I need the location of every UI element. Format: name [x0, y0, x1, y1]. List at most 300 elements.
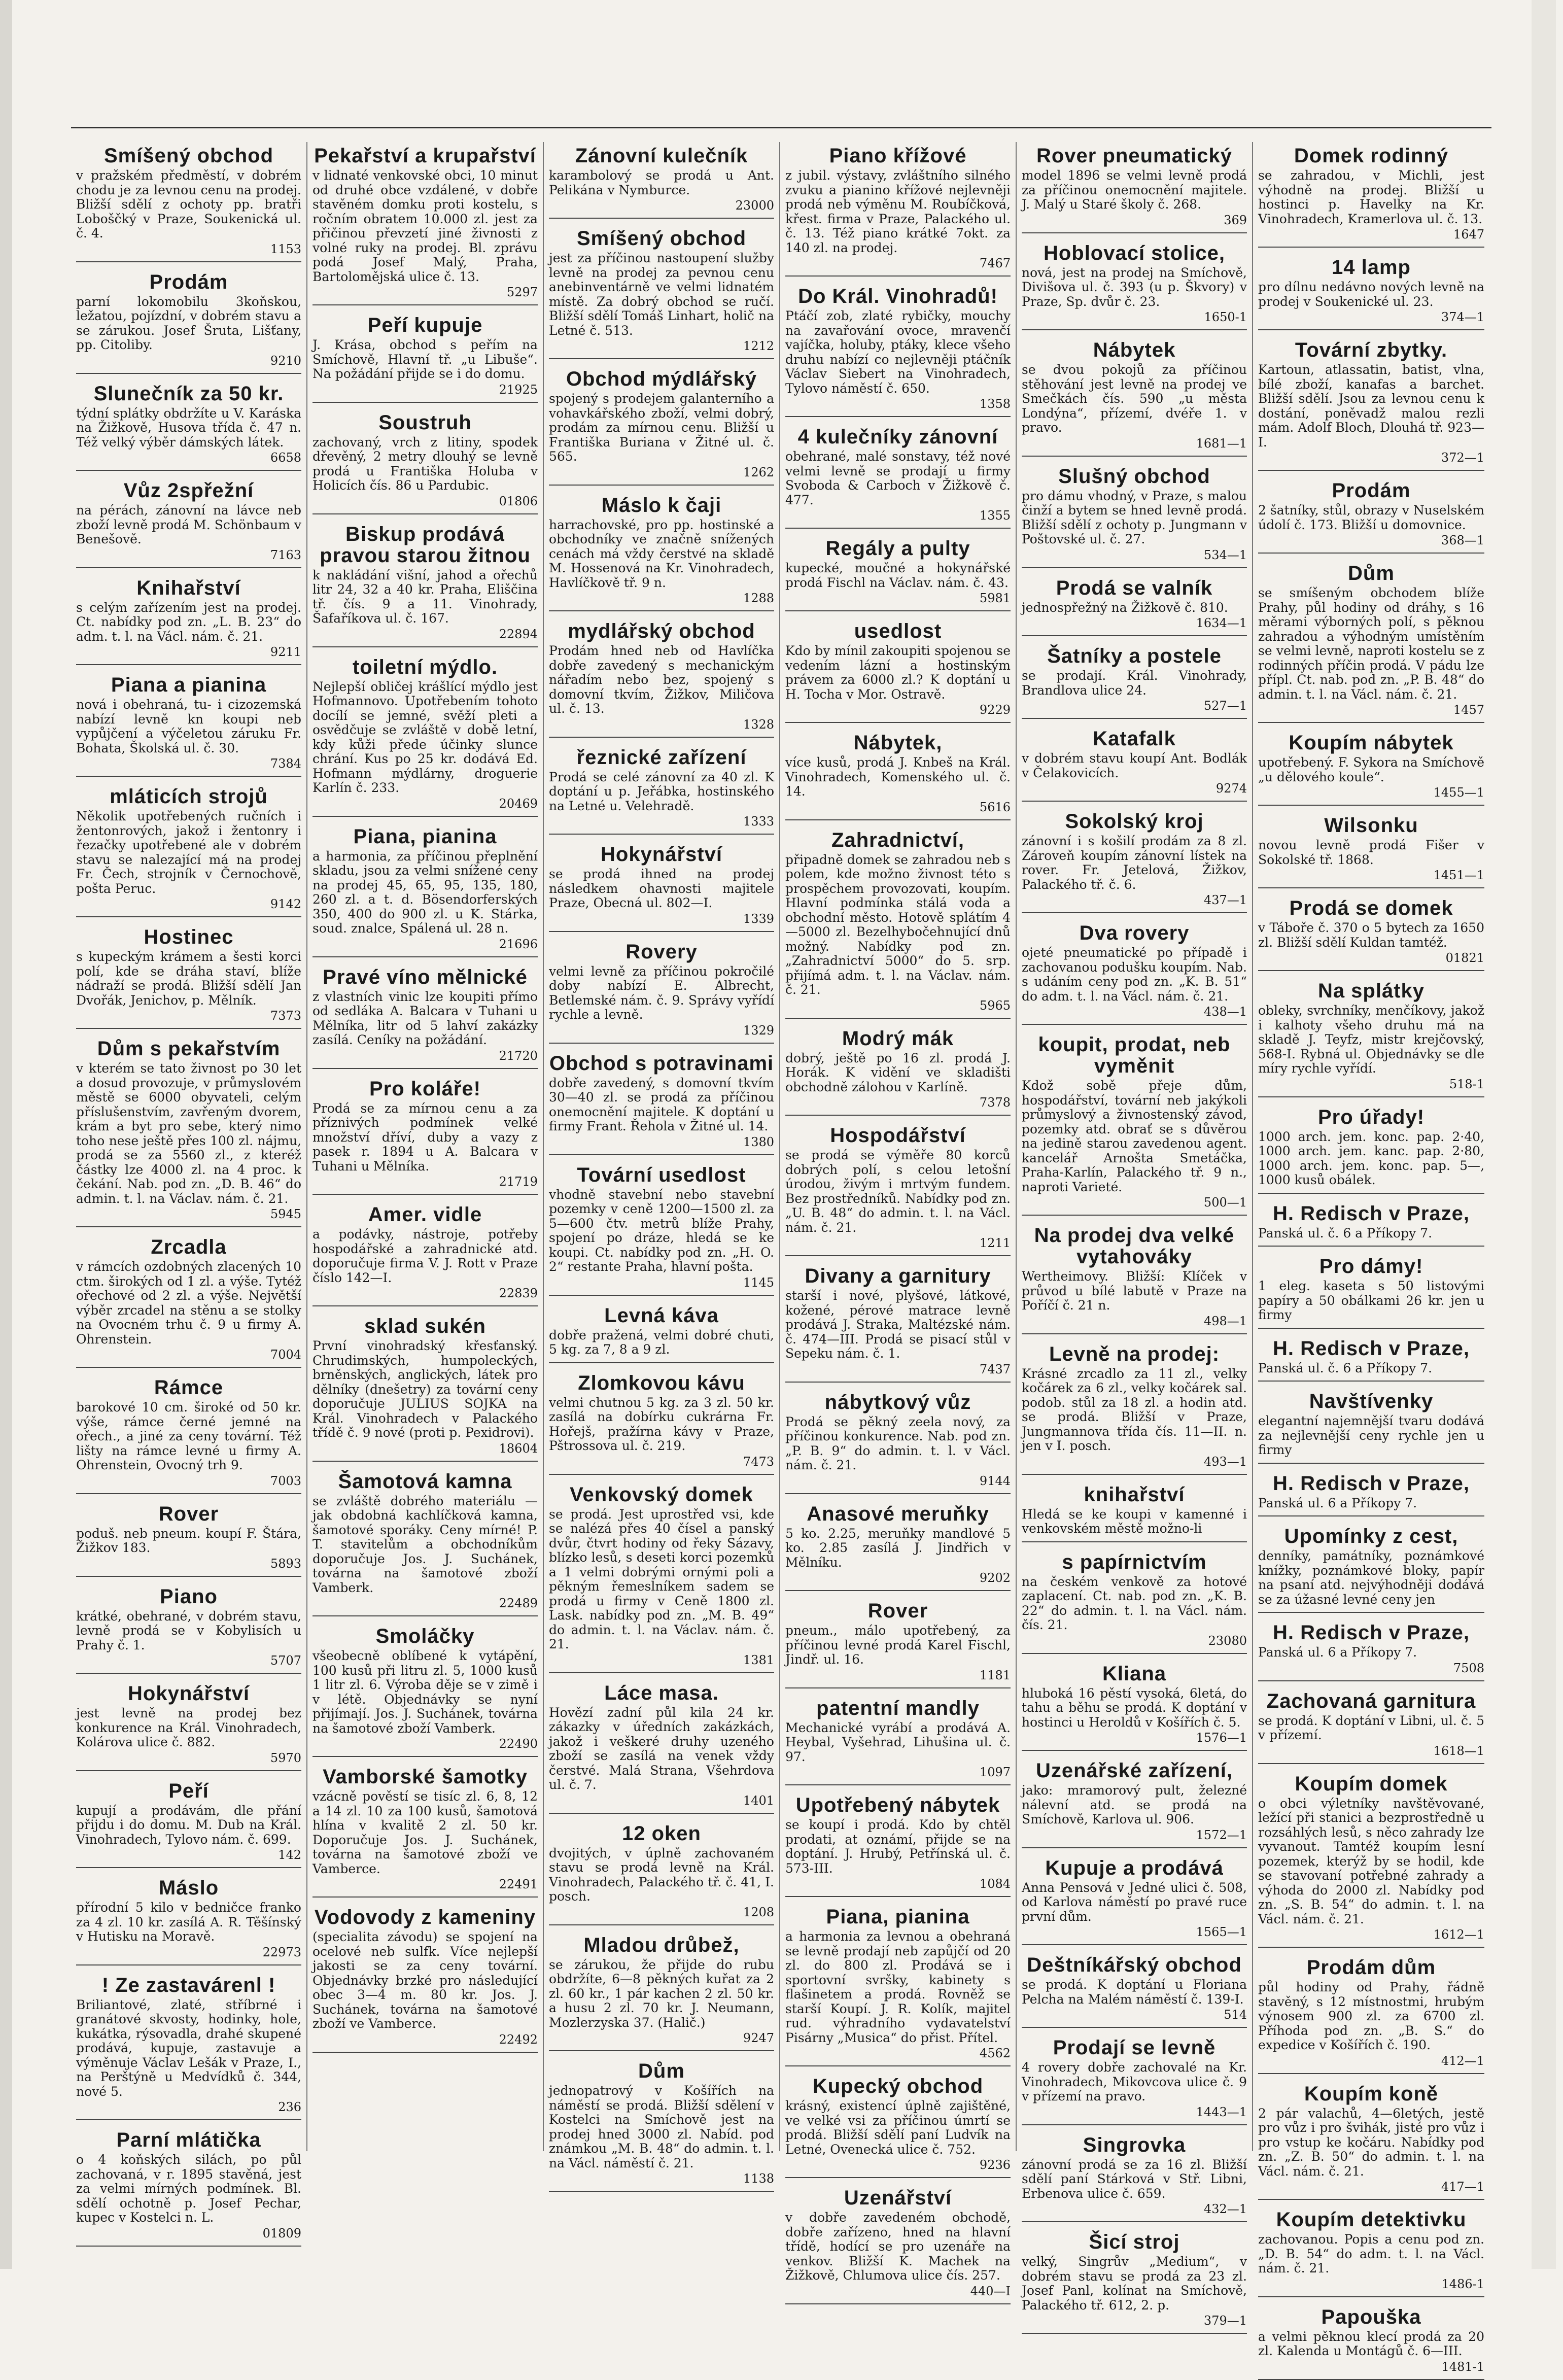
- ad-text: se prodá. K doptání v Libni, ul. č. 5 v přízemí.: [1258, 1713, 1484, 1742]
- classified-ad: [1022, 1551, 1247, 1654]
- classified-ad: [785, 1028, 1011, 1116]
- ad-title: Hoblovací stolice,: [1043, 242, 1226, 264]
- ad-divider: [549, 485, 774, 486]
- ad-code: 437—1: [1203, 893, 1247, 907]
- classified-ad: [1258, 1526, 1484, 1613]
- classified-ad: [312, 1471, 538, 1617]
- ad-text: Anna Pensová v Jedné ulici č. 508, od Karlova náměstí po pravé ruce první dům.: [1022, 1880, 1247, 1924]
- ad-divider: [1258, 1246, 1484, 1247]
- ad-text: Panská ul. č. 6 a Příkopy 7.: [1258, 1360, 1433, 1375]
- ad-code: 9142: [270, 897, 301, 911]
- ad-divider: [1258, 2379, 1484, 2380]
- ad-title: nábytkový vůz: [824, 1391, 971, 1413]
- ad-text: a podávky, nástroje, potřeby hospodářské a zahradnické atd. doporučuje firma V. J. Rott v Praze číslo 142—I.: [312, 1227, 538, 1285]
- ad-title: Na splátky: [1317, 980, 1425, 1002]
- classified-ad: [312, 1766, 538, 1898]
- classified-ad: [76, 145, 301, 262]
- scan-edge-left: [0, 0, 12, 2269]
- ad-title: 12 oken: [622, 1822, 701, 1845]
- ad-code: 417—1: [1441, 2180, 1484, 2194]
- ad-title: knihařství: [1084, 1483, 1185, 1506]
- ad-title: Regály a pulty: [825, 537, 970, 560]
- classified-ad: [76, 926, 301, 1029]
- ad-divider: [1258, 2296, 1484, 2297]
- ad-code: 1634—1: [1196, 616, 1247, 630]
- ad-divider: [312, 304, 538, 305]
- ad-code: 1681—1: [1196, 436, 1247, 451]
- ad-divider: [312, 1461, 538, 1462]
- ad-title: Prodá se domek: [1289, 897, 1453, 919]
- ad-divider: [1258, 1381, 1484, 1382]
- ad-title: Zahradnictví,: [831, 829, 964, 851]
- ad-code: 1565—1: [1196, 1925, 1247, 1939]
- ad-divider: [1258, 1947, 1484, 1948]
- ad-divider: [1258, 1680, 1484, 1681]
- classified-ad: [312, 967, 538, 1069]
- ad-text: týdní splátky obdržíte u V. Karáska na Žižkově, Husova třída č. 47 n. Též velký výběr dámských látek.: [76, 405, 301, 450]
- classified-ad: [312, 826, 538, 957]
- ad-code: 5970: [270, 1750, 301, 1765]
- ad-code: 5297: [506, 285, 538, 299]
- ad-code: 1380: [743, 1134, 774, 1149]
- ad-divider: [1258, 970, 1484, 971]
- ad-divider: [1258, 2199, 1484, 2200]
- ad-divider: [76, 776, 301, 777]
- ad-text: Prodám hned neb od Havlíčka dobře zavedený s mechanickým nářadím nebo bez, spojený s domovní tkvím, Žižkov, Miličova ul. č. 13.: [549, 643, 774, 716]
- classified-ad: [76, 1877, 301, 1965]
- ad-divider: [1258, 805, 1484, 806]
- classified-ad: [785, 1125, 1011, 1256]
- ad-code: 518-1: [1449, 1077, 1484, 1091]
- classified-ad: [76, 1377, 301, 1494]
- ad-title: Peří kupuje: [367, 314, 483, 336]
- ad-title: mydlářský obchod: [568, 620, 755, 642]
- ad-text: z vlastních vinic lze koupiti přímo od sedláka A. Balcara v Tuhani u Mělníka, litr od 5 lahví zakázky zasílá. Ceníky na požádání.: [312, 989, 538, 1047]
- classified-ad: [1258, 257, 1484, 330]
- ad-code: 534—1: [1203, 547, 1247, 562]
- classified-ad: [785, 1906, 1011, 2066]
- ad-divider: [76, 373, 301, 374]
- classified-ad: [785, 2076, 1011, 2178]
- ad-text: dobře zavedený, s domovní tkvím 30—40 zl. se prodá za příčinou onemocnění majitele. K doptání u firmy Frant. Řehola v Žitné ul. 14.: [549, 1075, 774, 1133]
- ad-title: Singrovka: [1083, 2133, 1186, 2156]
- ad-divider: [1022, 1474, 1247, 1475]
- ad-title: Smíšený obchod: [103, 145, 274, 167]
- ad-text: a harmonia, za příčinou přeplnění skladu, jsou za velmi snížené ceny na prodej 45, 65, 95, 135, 180, 260 zl. a t. d. Bösendorferských 350, 400 do 900 zl. u K. Stárka, soud. znalce, Spálená ul. 28 n.: [312, 848, 538, 936]
- ad-title: Piana, pianina: [826, 1906, 970, 1928]
- ad-code: 1181: [979, 1668, 1011, 1682]
- ad-text: 2 šatníky, stůl, obrazy v Nuselském údolí č. 173. Bližší u domovnice.: [1258, 503, 1484, 532]
- ad-divider: [1258, 329, 1484, 330]
- ad-text: připadně domek se zahradou neb s polem, kde možno živnost této s prospěchem provozovati, koupím. Hlavní podmínka stálá voda a obchodní město. Hotově splátím 4—5000 zl. Bezelhybočehnující dnů možný. Nabídky pod zn. „Zahradnictví 5000“ do 5. srp. přijímá adm. t. l. na Václav. nám. č. 21.: [785, 852, 1011, 997]
- classified-ad: [785, 732, 1011, 820]
- ad-divider: [549, 1154, 774, 1155]
- ad-code: 9229: [979, 703, 1011, 717]
- ad-code: 20469: [499, 796, 538, 811]
- ad-code: 7467: [979, 256, 1011, 270]
- ad-title: toiletní mýdlo.: [352, 656, 498, 678]
- ad-title: Dům s pekařstvím: [97, 1038, 281, 1060]
- ad-text: zachovanou. Popis a cenu pod zn. „D. B. 54“ do adm. t. l. na Václ. nám. č. 21.: [1258, 2232, 1484, 2275]
- ad-text: obleky, svrchníky, menčíkovy, jakož i kalhoty všeho druhu má na skladě J. Teyfz, mistr krejčovský, 568-I. Rybná ul. Objednávky se dle míry rychle vyřídí.: [1258, 1003, 1484, 1076]
- classified-ad: [1022, 645, 1247, 719]
- ad-divider: [1022, 1215, 1247, 1216]
- ad-title: Slušný obchod: [1058, 465, 1210, 488]
- ad-divider: [549, 1474, 774, 1475]
- ad-text: upotřebený. F. Sykora na Smíchově „u dělového koule“.: [1258, 755, 1484, 784]
- ad-title: Dům: [638, 2060, 685, 2082]
- ad-text: se zahradou, v Michli, jest výhodně na prodej. Bližší u hostinci p. Havelky na Kr. Vinohradech, Kramerlova ul. č. 13.: [1258, 168, 1484, 226]
- ad-code: 22894: [499, 627, 538, 641]
- ad-code: 369: [1224, 213, 1247, 227]
- ad-divider: [1258, 247, 1484, 248]
- ad-code: 1443—1: [1196, 2105, 1247, 2119]
- ad-text: jako: mramorový pult, železné nálevní atd. se prodá na Smíchově, Karlova ul. 906.: [1022, 1783, 1247, 1826]
- ad-divider: [1022, 1847, 1247, 1848]
- ad-title: Piana a pianina: [111, 674, 267, 696]
- ad-code: 22491: [499, 1877, 538, 1891]
- ad-code: 1211: [979, 1236, 1011, 1250]
- ad-code: 1328: [743, 717, 774, 732]
- ad-title: Koupím detektivku: [1276, 2209, 1467, 2231]
- ad-text: Hledá se ke koupi v kamenné i venkovském městě možno-li: [1022, 1506, 1247, 1536]
- ad-code: 7437: [979, 1362, 1011, 1376]
- ad-divider: [1258, 553, 1484, 554]
- ad-divider: [785, 528, 1011, 529]
- classified-ad: [785, 1795, 1011, 1897]
- ad-divider: [1258, 1612, 1484, 1613]
- ad-code: 142: [278, 1848, 301, 1862]
- classified-ad: [1022, 2134, 1247, 2223]
- ad-code: 7373: [270, 1009, 301, 1023]
- ad-divider: [1022, 801, 1247, 802]
- ad-code: 7384: [270, 756, 301, 771]
- classified-ad: [76, 480, 301, 568]
- ad-code: 1329: [743, 1023, 774, 1038]
- ad-title: ! Ze zastavárenl !: [101, 1974, 276, 1996]
- classified-ad: [785, 2187, 1011, 2304]
- ad-divider: [312, 513, 538, 514]
- ad-code: 514: [1224, 2008, 1247, 2022]
- ad-text: dobře pražená, velmi dobré chuti, 5 kg. za 7, 8 a 9 zl.: [549, 1327, 774, 1357]
- ad-divider: [1022, 2027, 1247, 2028]
- ad-text: se prodá. Jest uprostřed vsi, kde se nalézá přes 40 čísel a panský dvůr, čtvrt hodiny od řeky Sázavy, blízko lesů, s deseti korci pozemků a 1 velmi dobrými ornými poli a pěkným řemeslníkem sadem se prodá u firmy v Ceně 1800 zl. Lask. nabídky pod zn. „M. B. 49“ do admin. t. l. na Václav. nám. č. 21.: [549, 1506, 774, 1651]
- ad-text: J. Krása, obchod s peřím na Smíchově, Hlavní tř. „u Libuše“. Na požádání přijde se i do domu.: [312, 337, 538, 381]
- ad-text: poduš. neb pneum. koupí F. Štára, Žižkov 183.: [76, 1526, 301, 1555]
- column-4: [780, 142, 1017, 2298]
- classified-ad: [1022, 1034, 1247, 1216]
- ad-title: Domek rodinný: [1294, 145, 1449, 167]
- ad-code: 1358: [979, 397, 1011, 411]
- classified-ad: [1258, 1773, 1484, 1948]
- ad-text: hluboká 16 pěstí vysoká, 6letá, do tahu a běhu se prodá. K doptání v hostinci u Heroldů v Košířích č. 5.: [1022, 1685, 1247, 1730]
- ad-text: o 4 koňských silách, po půl zachovaná, v r. 1895 stavěná, jest za velmi mírných podmínek. Bl. sdělí ochotně p. Josef Pechar, kupec v Kostelci n. L.: [76, 2152, 301, 2225]
- ad-divider: [1258, 1328, 1484, 1329]
- ad-title: Tovární usedlost: [577, 1163, 746, 1186]
- classified-ad: [1258, 732, 1484, 806]
- ad-text: Kdož sobě přeje dům, hospodářství, tovární neb jakýkoli průmyslový a živnostenský závod, pozemky atd. obrať se s důvěrou na jedině starou zavedenou agent. kancelář Arnošta Smetáčka, Praha-Karlín, Palackého tř. 9 n., naproti Varieté.: [1022, 1078, 1247, 1194]
- ad-divider: [1022, 718, 1247, 719]
- ad-title: Kupecký obchod: [812, 2075, 984, 2097]
- ad-title: patentní mandly: [816, 1697, 980, 1719]
- ad-divider: [1258, 470, 1484, 471]
- ad-code: 5965: [979, 998, 1011, 1013]
- ad-text: Nejlepší obličej krášlící mýdlo jest Hofmannovo. Upotřebením tohoto docílí se jemné, svěží pleti a osvědčuje se zvláště v době letní, kdy kůži přede účinky slunce chrání. Kus po 25 kr. dodává Ed. Hofmann mýdlárny, droguerie Karlín č. 233.: [312, 679, 538, 795]
- ad-divider: [549, 2050, 774, 2051]
- ad-divider: [312, 1615, 538, 1616]
- ad-text: krásný, existencí úplně zajištěné, ve velké vsi za příčinou úmrtí se prodá. Bližší sdělí paní Ludvík na Letné, Ovenecká ulice č. 752.: [785, 2098, 1011, 2157]
- ad-text: z jubil. výstavy, zvláštního silného zvuku a pianino křížové nejlevněji prodá neb výměnu M. Roubíčková, křest. firma v Praze, Palackého ul. č. 13. Též piano krátké 7okt. za 140 zl. na prodej.: [785, 168, 1011, 255]
- ad-divider: [1022, 2221, 1247, 2222]
- ad-title: Vamborské šamotky: [323, 1766, 528, 1788]
- classified-ad: [1022, 1663, 1247, 1751]
- ad-text: a velmi pěknou klecí prodá za 20 zl. Kalenda u Montágů č. 6—III.: [1258, 2329, 1484, 2358]
- ad-title: Zánovní kulečník: [575, 145, 748, 167]
- ad-divider: [549, 1924, 774, 1925]
- ad-divider: [549, 1043, 774, 1044]
- ad-title: Levně na prodej:: [1049, 1342, 1220, 1365]
- classified-ad: [1258, 898, 1484, 971]
- ad-divider: [1022, 1653, 1247, 1654]
- ad-title: Prodám: [1332, 479, 1411, 502]
- classified-ad: [1258, 2209, 1484, 2297]
- ad-divider: [312, 816, 538, 817]
- ad-code: 1451—1: [1433, 868, 1484, 882]
- classified-ad: [76, 2129, 301, 2247]
- classified-ad: [785, 145, 1011, 277]
- ad-title: Knihařství: [136, 576, 241, 599]
- ad-title: usedlost: [854, 620, 942, 642]
- ad-text: Panská ul. 6 a Příkopy 7.: [1258, 1495, 1417, 1510]
- ad-title: Deštníkářský obchod: [1027, 1954, 1242, 1976]
- classified-ad: [1258, 1107, 1484, 1194]
- ad-code: 1208: [743, 1905, 774, 1919]
- classified-ad: [312, 1204, 538, 1306]
- ad-text: a harmonia za levnou a obehraná se levně prodají neb zapůjčí od 20 zl. do 800 zl. Prodává se i sportovní svršky, kabinety s flašinetem a prodá. Rovněž se starší Koupí. J. R. Kolík, majitel rud. výhradního vydavatelství Pisárny „Musica“ do přist. Přítel.: [785, 1929, 1011, 2045]
- classified-ad: [549, 228, 774, 359]
- ad-divider: [312, 1756, 538, 1757]
- classified-ad: [1022, 1760, 1247, 1848]
- ad-divider: [549, 1295, 774, 1296]
- classified-ad: [785, 286, 1011, 417]
- ad-divider: [1022, 635, 1247, 636]
- ad-text: Mechanické vyrábí a prodává A. Heybal, Vyšehrad, Lihušina ul. č. 97.: [785, 1720, 1011, 1764]
- ad-divider: [312, 1194, 538, 1195]
- ad-text: se prodá ihned na prodej následkem ohavnosti majitele Praze, Obecná ul. 802—I.: [549, 867, 774, 910]
- ad-text: Briliantové, zlaté, stříbrné i granátové skvosty, hodinky, hole, kukátka, rýsovadla, drahé skupené prodává, kupuje, zastavuje a výměnuje Václav Lešák v Praze, I., na Perštýně u Medvídků č. 344, nové 5.: [76, 1997, 301, 2099]
- ad-title: Parní mlátička: [116, 2129, 261, 2151]
- ad-title: Pro dámy!: [1319, 1255, 1423, 1278]
- ad-divider: [785, 275, 1011, 277]
- ad-text: více kusů, prodá J. Knbeš na Král. Vinohradech, Komenského ul. č. 14.: [785, 755, 1011, 799]
- ad-code: 7378: [979, 1095, 1011, 1110]
- classified-ad: [549, 1935, 774, 2052]
- classified-ad: [1022, 1954, 1247, 2028]
- classified-ad: [1258, 1622, 1484, 1681]
- ad-divider: [549, 218, 774, 219]
- ad-text: První vinohradský křesťanský. Chrudimských, humpoleckých, brněnských, anglických, látek pro dělníky (dnešetry) za tovární ceny doporučuje JULIUS SOJKA na Král. Vinohradech v Palackého třídě č. 9 nové (proti p. Pexidrovi).: [312, 1338, 538, 1440]
- ad-text: Prodá se za mírnou cenu a za příznivých podmínek velké množství dříví, duby a vazy z pasek r. 1894 u A. Balcara v Tuhani u Mělníka.: [312, 1100, 538, 1174]
- classified-ad: [549, 1682, 774, 1814]
- ad-divider: [76, 2246, 301, 2247]
- classified-ad: [312, 1078, 538, 1195]
- ad-divider: [1258, 2073, 1484, 2074]
- ad-title: Prodají se levně: [1053, 2037, 1216, 2059]
- classified-ad: [76, 1236, 301, 1368]
- classified-ad: [1258, 2083, 1484, 2200]
- ad-code: 1612—1: [1433, 1927, 1484, 1942]
- classified-ad: [312, 1316, 538, 1462]
- ad-code: 1145: [743, 1275, 774, 1290]
- classified-ad: [1258, 480, 1484, 554]
- ad-title: Zachovaná garnitura: [1266, 1689, 1476, 1712]
- ad-divider: [1022, 912, 1247, 913]
- classified-ad: [1022, 1484, 1247, 1542]
- ad-divider: [549, 610, 774, 611]
- ad-code: 1576—1: [1196, 1731, 1247, 1745]
- ad-code: 23000: [735, 198, 774, 213]
- classified-ad: [1258, 1691, 1484, 1764]
- ad-title: Slunečník za 50 kr.: [93, 382, 284, 405]
- ad-divider: [76, 1964, 301, 1965]
- ad-title: Modrý mák: [842, 1027, 954, 1050]
- ad-divider: [785, 1493, 1011, 1494]
- ad-title: Upomínky z cest,: [1284, 1525, 1458, 1547]
- classified-ad: [1258, 815, 1484, 888]
- ad-text: pro dílnu nedávno nových levně na prodej v Soukenické ul. 23.: [1258, 280, 1484, 309]
- ad-divider: [549, 358, 774, 359]
- ad-text: s kupeckým krámem a šesti korci polí, kde se dráha staví, blíže nádraží se prodá. Bližší sdělí Jan Dvořák, Jenichov, p. Mělník.: [76, 949, 301, 1008]
- ad-title: Wilsonku: [1324, 814, 1418, 837]
- ad-text: se prodají. Král. Vinohrady, Brandlova ulice 24.: [1022, 668, 1247, 698]
- ad-code: 7473: [743, 1454, 774, 1469]
- ad-text: se zvláště dobrého materiálu — jak obdobná kachlíčková kamna, šamotové sporáky. Ceny mírné! P. T. stavitelům a obchodníkům doporučuje Jos. J. Suchánek, továrna na šamotové zboží Vamberk.: [312, 1493, 538, 1595]
- ad-title: sklad sukén: [364, 1315, 486, 1337]
- ad-text: 1 eleg. kaseta s 50 listovými papíry a 50 obálkami 26 kr. jen u firmy: [1258, 1279, 1484, 1322]
- ad-text: starší i nové, plyšové, látkové, kožené, pérové matrace levně prodává J. Straka, Maltézské nám. č. 474—III. Prodá se pisací stůl v Sepeku nám. č. 1.: [785, 1288, 1011, 1361]
- ad-divider: [785, 1896, 1011, 1897]
- ad-code: 1572—1: [1196, 1827, 1247, 1842]
- ad-title: Zlomkovou kávu: [578, 1371, 745, 1394]
- classified-ad: [1022, 922, 1247, 1025]
- scan-edge-right: [1532, 0, 1556, 2269]
- ad-title: Navštívenky: [1309, 1390, 1434, 1412]
- ad-code: 1650-1: [1204, 310, 1247, 324]
- ad-code: 1138: [743, 2171, 774, 2186]
- ad-title: Do Král. Vinohradů!: [798, 285, 998, 307]
- ad-title: Rovery: [626, 940, 698, 963]
- ad-code: 9274: [1215, 781, 1247, 796]
- ad-code: 527—1: [1203, 699, 1247, 713]
- ad-title: Sokolský kroj: [1065, 810, 1204, 833]
- ad-divider: [785, 1382, 1011, 1383]
- ad-title: Pro koláře!: [369, 1077, 481, 1100]
- ad-text: elegantní najemnější tvaru dodává za nejlevnější ceny rychle jen u firmy: [1258, 1413, 1484, 1457]
- ad-divider: [1022, 232, 1247, 233]
- ad-divider: [549, 737, 774, 738]
- ad-divider: [785, 1687, 1011, 1688]
- ad-text: krátké, obehrané, v dobrém stavu, levně prodá se v Kobylisích u Prahy č. 1.: [76, 1608, 301, 1652]
- ad-code: 440—I: [970, 2284, 1011, 2298]
- ad-code: 5945: [270, 1207, 301, 1221]
- ad-title: s papírnictvím: [1062, 1550, 1207, 1573]
- ad-text: vhodně stavební nebo stavební pozemky v ceně 1200—1500 zl. za 5—600 čtv. metrů blíže Prahy, spojení po dráze, hledá se ke koupi. Ct. nabídky pod zn. „H. O. 2“ restante Praha, hlavní pošta.: [549, 1187, 774, 1274]
- ad-divider: [76, 2119, 301, 2120]
- ad-text: jest levně na prodej bez konkurence na Král. Vinohradech, Kolárova ulice č. 882.: [76, 1706, 301, 1749]
- ad-code: 1618—1: [1433, 1743, 1484, 1758]
- classified-ad: [549, 1484, 774, 1673]
- ad-code: 379—1: [1203, 2314, 1247, 2328]
- ad-title: Mladou drůbež,: [583, 1934, 740, 1956]
- ad-text: přírodní 5 kilo v bedničce franko za 4 zl. 10 kr. zasílá A. R. Těšínský v Hutisku na Moravě.: [76, 1900, 301, 1944]
- ad-text: se prodá se výměře 80 korců dobrých polí, s celou letošní úrodou, živým i mrtvým fundem. Bez prostředníků. Nabídky pod zn. „U. B. 48“ do admin. t. l. na Václ. nám. č. 21.: [785, 1148, 1011, 1235]
- ad-title: Uzenářské zařízení,: [1035, 1760, 1233, 1782]
- ad-code: 6658: [270, 451, 301, 465]
- ad-title: Hokynářství: [128, 1682, 250, 1705]
- ad-divider: [1022, 567, 1247, 568]
- ad-title: Papouška: [1321, 2305, 1421, 2328]
- ad-divider: [549, 931, 774, 932]
- classified-ad: [785, 1392, 1011, 1494]
- ad-code: 374—1: [1441, 310, 1484, 324]
- ad-divider: [549, 1672, 774, 1673]
- ad-text: (specialita závodu) se spojení na ocelové neb sulfk. Více nejlepší jakosti se za ceny tovární. Objednávky brzké pro následující obec 3—4 m. 80 kr. Jos. J. Suchánek, továrna na šamotové zboží ve Vamberce.: [312, 1929, 538, 2031]
- classified-ad: [1258, 1957, 1484, 2074]
- ad-divider: [785, 1784, 1011, 1785]
- classified-ad: [549, 1372, 774, 1475]
- classified-ad: [1258, 339, 1484, 471]
- classified-ad: [785, 538, 1011, 611]
- ad-divider: [1022, 1944, 1247, 1945]
- ad-divider: [312, 402, 538, 403]
- ad-code: 01809: [262, 2226, 301, 2240]
- ad-title: H. Redisch v Praze,: [1272, 1472, 1470, 1495]
- ad-code: 21696: [499, 937, 538, 951]
- ad-divider: [549, 1362, 774, 1363]
- column-5: [1017, 142, 1253, 2328]
- classified-ad: [1022, 339, 1247, 457]
- ad-code: 1288: [743, 591, 774, 605]
- classified-ad: [76, 1038, 301, 1227]
- ad-title: Máslo k čaji: [601, 494, 722, 516]
- classified-page: [71, 142, 1491, 2374]
- ad-title: Rover: [867, 1600, 928, 1622]
- ad-text: Wertheimovy. Bližší: Klíček v průvod u bílé labutě v Praze na Poříčí č. 21 n.: [1022, 1269, 1247, 1313]
- classified-ad: [1258, 1391, 1484, 1464]
- ad-code: 9144: [979, 1473, 1011, 1488]
- ad-title: 4 kulečníky zánovní: [797, 426, 998, 448]
- ad-text: zánovní prodá se za 16 zl. Bližší sdělí paní Stárková v Stř. Libni, Erbenova ulice č. 659.: [1022, 2157, 1247, 2201]
- ad-code: 1647: [1453, 227, 1484, 242]
- ad-title: Dům: [1348, 562, 1395, 584]
- ad-code: 7004: [270, 1348, 301, 1362]
- ad-text: jednospřežný na Žižkově č. 810.: [1022, 600, 1228, 615]
- ad-divider: [1258, 722, 1484, 723]
- ad-text: obehrané, malé sonstavy, též nové velmi levně se prodají u firmy Svoboda & Carboch v Žižkově č. 477.: [785, 449, 1011, 507]
- ad-divider: [785, 722, 1011, 723]
- ad-title: Smíšený obchod: [576, 227, 747, 250]
- ad-code: 9202: [979, 1571, 1011, 1585]
- ad-text: půl hodiny od Prahy, řádně stavěný, s 12 místnostmi, hrubým výnosem 900 zl. za 6700 zl. Příhoda pod zn. „B. S.“ do expedice v Košířích č. 190.: [1258, 1980, 1484, 2052]
- classified-ad: [1258, 2306, 1484, 2380]
- classified-ad: [1258, 563, 1484, 723]
- classified-ad: [312, 657, 538, 817]
- ad-text: jednopatrový v Košířích na náměstí se prodá. Bližší sdělení v Kostelci na Smíchově jest na prodej hned 3000 zl. Nabíd. pod známkou „M. B. 48“ do admin. t. l. na Václ. náměstí č. 21.: [549, 2083, 774, 2170]
- ad-title: Vůz 2spřežní: [123, 479, 254, 502]
- ad-code: 1401: [743, 1793, 774, 1808]
- classified-ad: [785, 1600, 1011, 1688]
- ad-code: 22973: [262, 1945, 301, 1959]
